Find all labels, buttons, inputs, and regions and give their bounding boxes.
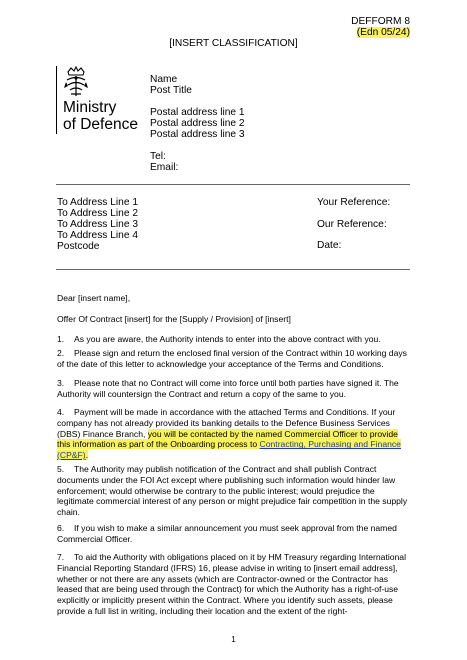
classification-top: [INSERT CLASSIFICATION]: [169, 38, 298, 49]
onboarding-text: you will be contacted by the named Commercial Officer to provide this information as part of the Onboarding process to: [57, 428, 398, 450]
logo-line-2: of Defence: [63, 116, 138, 133]
address-divider: [56, 269, 410, 270]
paragraph-text: Please sign and return the enclosed final version of the Contract within 10 working days of the date of this letter to acknowledge your acceptance of the Terms and Conditions.: [57, 348, 407, 369]
to-address-2: To Address Line 2: [57, 208, 138, 219]
date-label: Date:: [317, 240, 342, 251]
sender-name: Name: [150, 74, 178, 85]
paragraph-6: [57, 523, 411, 545]
paragraph-7: [57, 552, 411, 617]
paragraph-4: [57, 407, 411, 461]
paragraph-number: 7.: [57, 552, 65, 562]
logo-bar: [56, 66, 57, 134]
paragraph-text: The Authority may publish notification of the Contract and shall publish Contract documents under the FOI Act except where publishing such information would hinder law enforcement; would otherwise be contrary to the public interest; would prejudice the legitimate commercial interest of any person or might prejudice fair competition in the supply chain.: [57, 464, 408, 518]
mod-logo: [56, 66, 142, 136]
paragraph-3: [57, 378, 411, 400]
to-address-3: To Address Line 3: [57, 219, 138, 230]
paragraph-text: If you wish to make a similar announcement you must seek approval from the named Commercial Officer.: [57, 523, 397, 544]
paragraph-number: 4.: [57, 407, 65, 417]
to-address-1: To Address Line 1: [57, 197, 138, 208]
form-edition-text: (Edn 05/24): [356, 27, 410, 38]
logo-line-1: Ministry: [63, 99, 117, 116]
sender-address-2: Postal address line 2: [150, 118, 245, 129]
paragraph-number: 5.: [57, 464, 65, 474]
subject-line: Offer Of Contract [insert] for the [Supply / Provision] of [insert]: [57, 314, 291, 324]
paragraph-text: Payment will be made in accordance with the attached Terms and Conditions. If your company has not already provided its banking details to the Defence Business Services (DBS) Finance Branch,: [57, 407, 396, 439]
our-reference: Our Reference:: [317, 219, 387, 230]
page-number: 1: [231, 635, 236, 644]
salutation: Dear [insert name],: [57, 293, 131, 303]
paragraph-number: 3.: [57, 378, 65, 388]
sender-post-title: Post Title: [150, 85, 192, 96]
sender-email: Email:: [150, 162, 179, 173]
paragraph-number: 2.: [57, 348, 65, 358]
cpf-link[interactable]: Contracting, Purchasing and Finance (CP&F): [57, 439, 401, 461]
sender-address-1: Postal address line 1: [150, 107, 245, 118]
paragraph-text: Please note that no Contract will come into force until both parties have signed it. The Authority will countersign the Contract and return a copy of the same to you.: [57, 378, 399, 399]
paragraph-2: [57, 348, 411, 370]
form-reference: DEFFORM 8: [351, 16, 410, 27]
paragraph-number: 6.: [57, 523, 65, 533]
to-address-4: To Address Line 4: [57, 230, 138, 241]
sender-address-3: Postal address line 3: [150, 129, 245, 140]
paragraph-text: As you are aware, the Authority intends to enter into the above contract with you.: [74, 334, 381, 344]
sender-tel: Tel:: [150, 151, 166, 162]
to-postcode: Postcode: [57, 241, 100, 252]
paragraph-text: To aid the Authority with obligations placed on it by HM Treasury regarding International Financial Reporting Standard (IFRS) 16, please advise in writing to [insert email address], whether or not there are any assets (which are Contractor-owned or the Contractor has leased that are being used through the Contract) for which the Authority has a right-of-use explicitly or implicitly present within the Contract. Where you identify such assets, please provide a full list in writing, including their location and the extent of the right-: [57, 552, 406, 616]
paragraph-number: 1.: [57, 334, 65, 344]
paragraph-1: [57, 334, 411, 345]
your-reference: Your Reference:: [317, 197, 391, 208]
paragraph-end: .: [85, 450, 89, 461]
paragraph-5: [57, 464, 411, 518]
crest-icon: [63, 66, 89, 98]
header-divider: [56, 184, 410, 185]
